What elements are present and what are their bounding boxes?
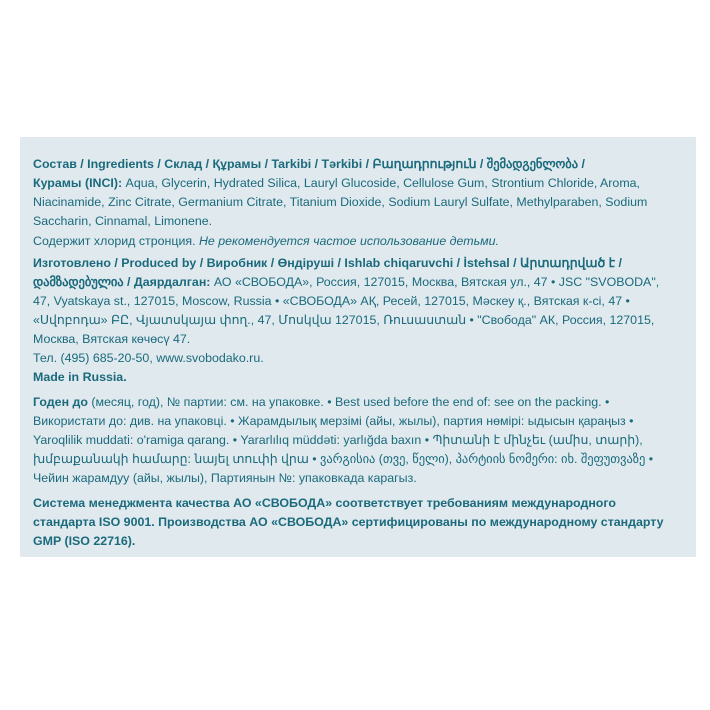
ingredients-paragraph [33,155,673,231]
inci-label: Курамы (INCI): [33,176,123,190]
made-in-label: Made in Russia. [33,370,127,384]
ingredients-list: Aqua, Glycerin, Hydrated Silica, Lauryl Glucoside, Cellulose Gum, Strontium Chloride, Aroma, Niacinamide, Zinc Citrate, Germanium Citrate, Titanium Dioxide, Sodium Lauryl Sulfate, Methylparaben, Sodium Saccharin, Cinnamal, Limonene. [33,176,648,228]
certification-paragraph: Система менеджмента качества АО «СВОБОДА» соответствует требованиям международного стандарта ISO 9001. Производства АО «СВОБОДА» сертифицированы по международному стандарту GMP (ISO 22716). [33,496,664,548]
best-before-paragraph [33,393,673,488]
ingredients-header: Состав / Ingredients / Склад / Құрамы / Tarkibi / Tərkibi / Բաղադրություն / შემადგენლობა / [33,157,585,171]
producer-label: Изготовлено / Produced by / Виробник / Өндіруші / Ishlab chiqaruvchi / İstehsal / Արտադրված է / დამზადებულია / Даярдалган: [33,256,622,289]
producer-address: АО «СВОБОДА», Россия, 127015, Москва, Вятская ул., 47 • JSC "SVOBODA", 47, Vyatskaya st., 127015, Moscow, Russia • «СВОБОДА» АҚ, Ресей, 127015, Мәскеу қ., Вятская к-сі, 47 • «Սվոբոդա» ԲԸ, Վյատսկայա փող., 47, Մոսկվա 127015, Ռուսաստան • "Свобода" АК, Россия, 127015, Москва, Вятская көчөсү 47. [33,275,660,346]
notice-warning: Не рекомендуется частое использование детьми. [198,234,499,248]
notice-text: Содержит хлорид стронция. [33,234,199,248]
producer-paragraph [33,254,673,387]
label-text-block [33,155,673,551]
best-before-label: Годен до [33,395,88,409]
notice-paragraph [33,232,673,251]
producer-contacts: Тел. (495) 685-20-50, www.svobodako.ru. [33,351,264,365]
best-before-text: (месяц, год), № партии: см. на упаковке. • Best used before the end of: see on the packing. • Використати до: див. на упаковці. • Жарамдылық мерзімі (айы, жылы), партия нөмірі: ыдысын қараңыз • Yaroqlilik muddati: o'ramiga qarang. • Yararlılıq müddəti: yarlığda baxın • Պիտանի է մինչեւ (ամիս, տարի), խմբաքանակի համարը: նայել տուփի վրա • ვარგისია (თვე, წელი), პარტიის ნომერი: იხ. შეფუთვაზე • Чейин жарамдуу (айы, жылы), Партиянын №: упаковкада карагыз. [33,395,654,485]
package-label-panel [20,137,696,557]
